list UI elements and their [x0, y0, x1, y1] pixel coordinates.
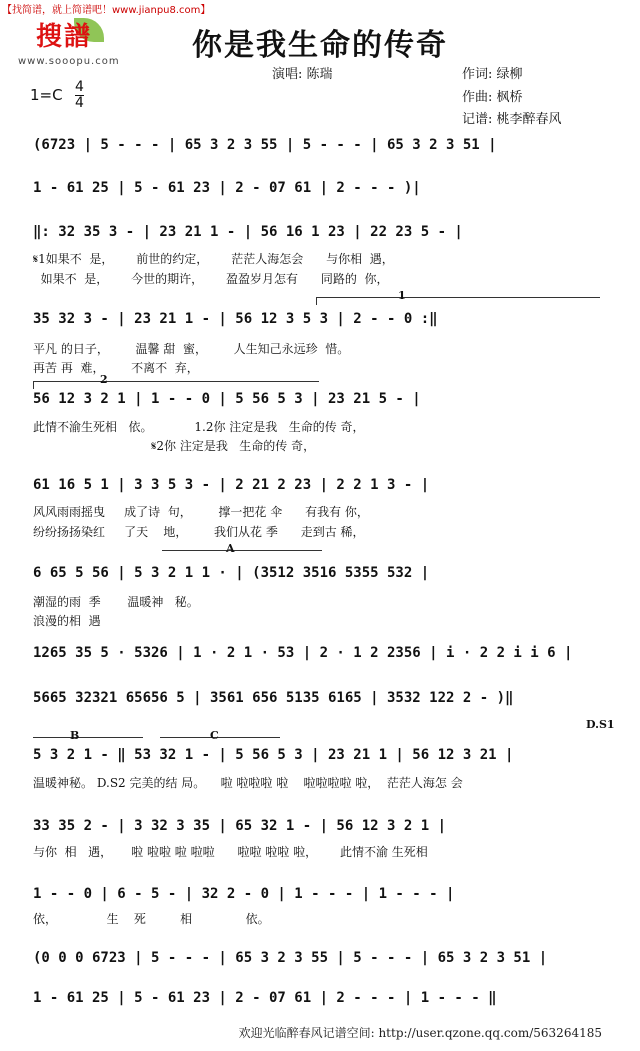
section-a-bracket: [162, 550, 322, 551]
score-row-1: (6723 | 5 - - - | 65 3 2 3 55 | 5 - - - | 65 3 2 3 51 |: [33, 137, 497, 153]
score-row-11: 33 35 2 - | 3 32 3 35 | 65 32 1 - | 56 12 3 2 1 |: [33, 818, 447, 834]
score-row-7: 6 65 5 56 | 5 3 2 1 1 · | (3512 3516 5355 532 |: [33, 565, 430, 581]
lyricist-credit: 作词: 绿柳: [462, 67, 523, 82]
ending-2-tick: [33, 381, 34, 389]
ending-2-bracket: [33, 381, 319, 382]
score-row-5: 56 12 3 2 1 | 1 - - 0 | 5 56 5 3 | 23 21 5 - |: [33, 391, 421, 407]
lyric-row-10: 温暖神秘。 D.S2 完美的结 局。 啦 啦啦啦 啦 啦啦啦啦 啦， 茫茫人海怎 会: [33, 776, 463, 790]
score-row-4: 35 32 3 - | 23 21 1 - | 56 12 3 5 3 | 2 - - 0 :‖: [33, 311, 438, 327]
score-row-6: 61 16 5 1 | 3 3 5 3 - | 2 21 2 23 | 2 2 1 3 - |: [33, 477, 430, 493]
meter-top: 4: [75, 79, 84, 95]
song-title: 你是我生命的传奇: [192, 28, 448, 63]
lyric-row-6a: 风风雨雨摇曳 成了诗 句， 撑一把花 伞 有我有 你，: [33, 505, 369, 519]
score-row-2: 1 - 61 25 | 5 - 61 23 | 2 - 07 61 | 2 - - - )|: [33, 180, 421, 196]
section-c-bracket: [160, 737, 280, 738]
lyric-row-4b: 再苦 再 难， 不离不 弃，: [33, 361, 199, 375]
ending-1-bracket: [316, 297, 600, 298]
ending-1-label: 1: [398, 289, 406, 302]
score-row-14: 1 - 61 25 | 5 - 61 23 | 2 - 07 61 | 2 - - - | 1 - - - ‖: [33, 990, 497, 1006]
score-row-10: 5 3 2 1 - ‖ 53 32 1 - | 5 56 5 3 | 23 21 1 | 56 12 3 21 |: [33, 747, 514, 763]
singer-credit: 演唱: 陈瑞: [272, 67, 333, 82]
lyric-row-6b: 纷纷扬扬染红 了天 地， 我们从花 季 走到古 稀，: [33, 525, 365, 539]
lyric-row-4a: 平凡 的日子， 温馨 甜 蜜， 人生知己永远珍 惜。: [33, 342, 350, 356]
lyric-row-5b: 𝄋2你 注定是我 生命的传 奇，: [33, 439, 316, 453]
score-row-13: (0 0 0 6723 | 5 - - - | 65 3 2 3 55 | 5 - - - | 65 3 2 3 51 |: [33, 950, 548, 966]
transcriber-credit: 记谱: 桃李醉春风: [462, 112, 562, 127]
lyric-row-11: 与你 相 遇， 啦 啦啦 啦 啦啦 啦啦 啦啦 啦， 此情不渝 生死相: [33, 845, 428, 859]
meter-bottom: 4: [75, 95, 84, 111]
ending-1-tick: [316, 297, 317, 305]
key-signature: 1=C: [30, 86, 63, 104]
section-b-bracket: [33, 737, 143, 738]
lyric-row-12: 依， 生 死 相 依。: [33, 912, 270, 926]
time-signature: [75, 80, 84, 111]
score-row-12: 1 - - 0 | 6 - 5 - | 32 2 - 0 | 1 - - - | 1 - - - |: [33, 886, 455, 902]
ending-2-label: 2: [100, 373, 108, 386]
composer-credit: 作曲: 枫桥: [462, 90, 523, 105]
footer-link[interactable]: 欢迎光临醉春风记谱空间: http://user.qzone.qq.com/563264185: [238, 1026, 602, 1040]
lyric-row-3b: 如果不 是， 今世的期许， 盈盈岁月怎有 同路的 你，: [33, 272, 389, 286]
top-note-link[interactable]: 【找简谱，就上简谱吧！www.jianpu8.com】: [2, 5, 211, 16]
section-c-label: C: [210, 729, 219, 742]
score-row-8: 1265 35 5 · 5326 | 1 · 2 1 · 53 | 2 · 1 2 2356 | i · 2 2 i i 6 |: [33, 645, 573, 661]
site-url[interactable]: www.sooopu.com: [18, 56, 120, 67]
section-b-label: B: [70, 729, 80, 742]
score-row-3: ‖: 32 35 3 - | 23 21 1 - | 56 16 1 23 | 22 23 5 - |: [33, 224, 463, 240]
section-a-label: A: [226, 542, 235, 555]
lyric-row-7b: 浪漫的相 遇: [33, 614, 101, 628]
lyric-row-5a: 此情不渝生死相 依。 1.2你 注定是我 生命的传 奇，: [33, 420, 365, 434]
lyric-row-3a: 𝄋1如果不 是， 前世的约定， 茫茫人海怎会 与你相 遇，: [33, 252, 394, 266]
ds1-mark: D.S1: [586, 718, 615, 731]
logo-text: 搜譜: [36, 22, 93, 52]
lyric-row-7a: 潮湿的雨 季 温暖神 秘。: [33, 595, 199, 609]
score-row-9: 5665 32321 65656 5 | 3561 656 5135 6165 | 3532 122 2 - )‖: [33, 690, 514, 706]
